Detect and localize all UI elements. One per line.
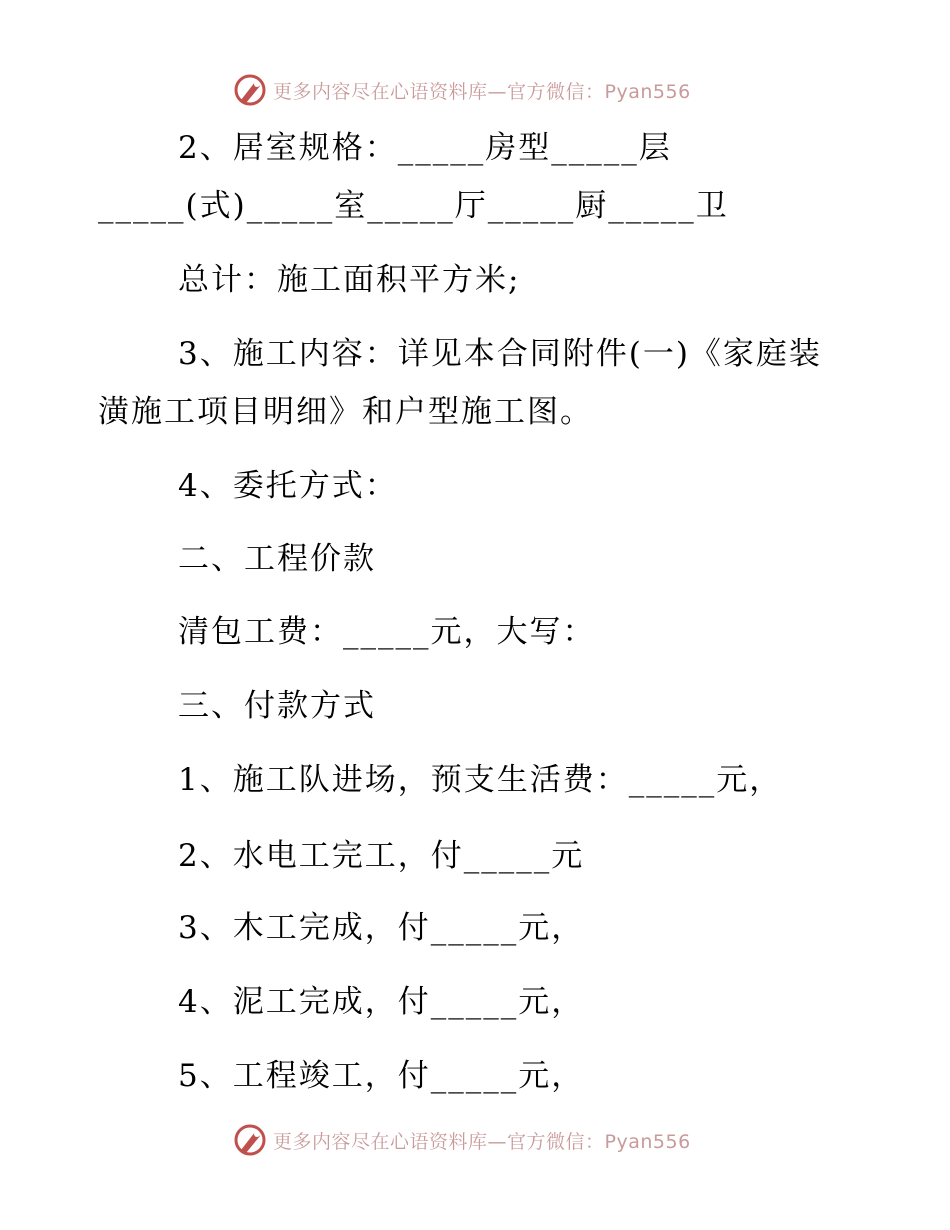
text-line: 1、施工队进场，预支生活费：_____元，	[178, 762, 783, 798]
text-line: _____(式)_____室_____厅_____厨_____卫	[98, 188, 729, 224]
watermark-footer	[233, 1122, 691, 1158]
section-heading: 二、工程价款	[178, 541, 376, 577]
watermark-text: 更多内容尽在心语资料库—官方微信：Pyan556	[273, 80, 691, 103]
text-line: 清包工费：_____元，大写：	[178, 614, 596, 650]
text-line: 2、居室规格：_____房型_____层	[178, 130, 672, 166]
watermark-header	[233, 72, 691, 108]
pen-logo-icon	[233, 1123, 267, 1157]
section-heading: 三、付款方式	[178, 688, 376, 724]
text-line: 潢施工项目明细》和户型施工图。	[98, 394, 593, 430]
watermark-text: 更多内容尽在心语资料库—官方微信：Pyan556	[273, 1130, 691, 1153]
text-line: 4、委托方式：	[178, 468, 398, 504]
text-line: 4、泥工完成，付_____元，	[178, 984, 585, 1020]
text-line: 2、水电工完工，付_____元	[178, 838, 585, 874]
text-line: 总计：施工面积平方米;	[178, 262, 521, 298]
text-line: 3、木工完成，付_____元，	[178, 910, 585, 946]
text-line: 5、工程竣工，付_____元，	[178, 1058, 585, 1094]
text-line: 3、施工内容：详见本合同附件(一)《家庭装	[178, 336, 822, 372]
pen-logo-icon	[233, 73, 267, 107]
